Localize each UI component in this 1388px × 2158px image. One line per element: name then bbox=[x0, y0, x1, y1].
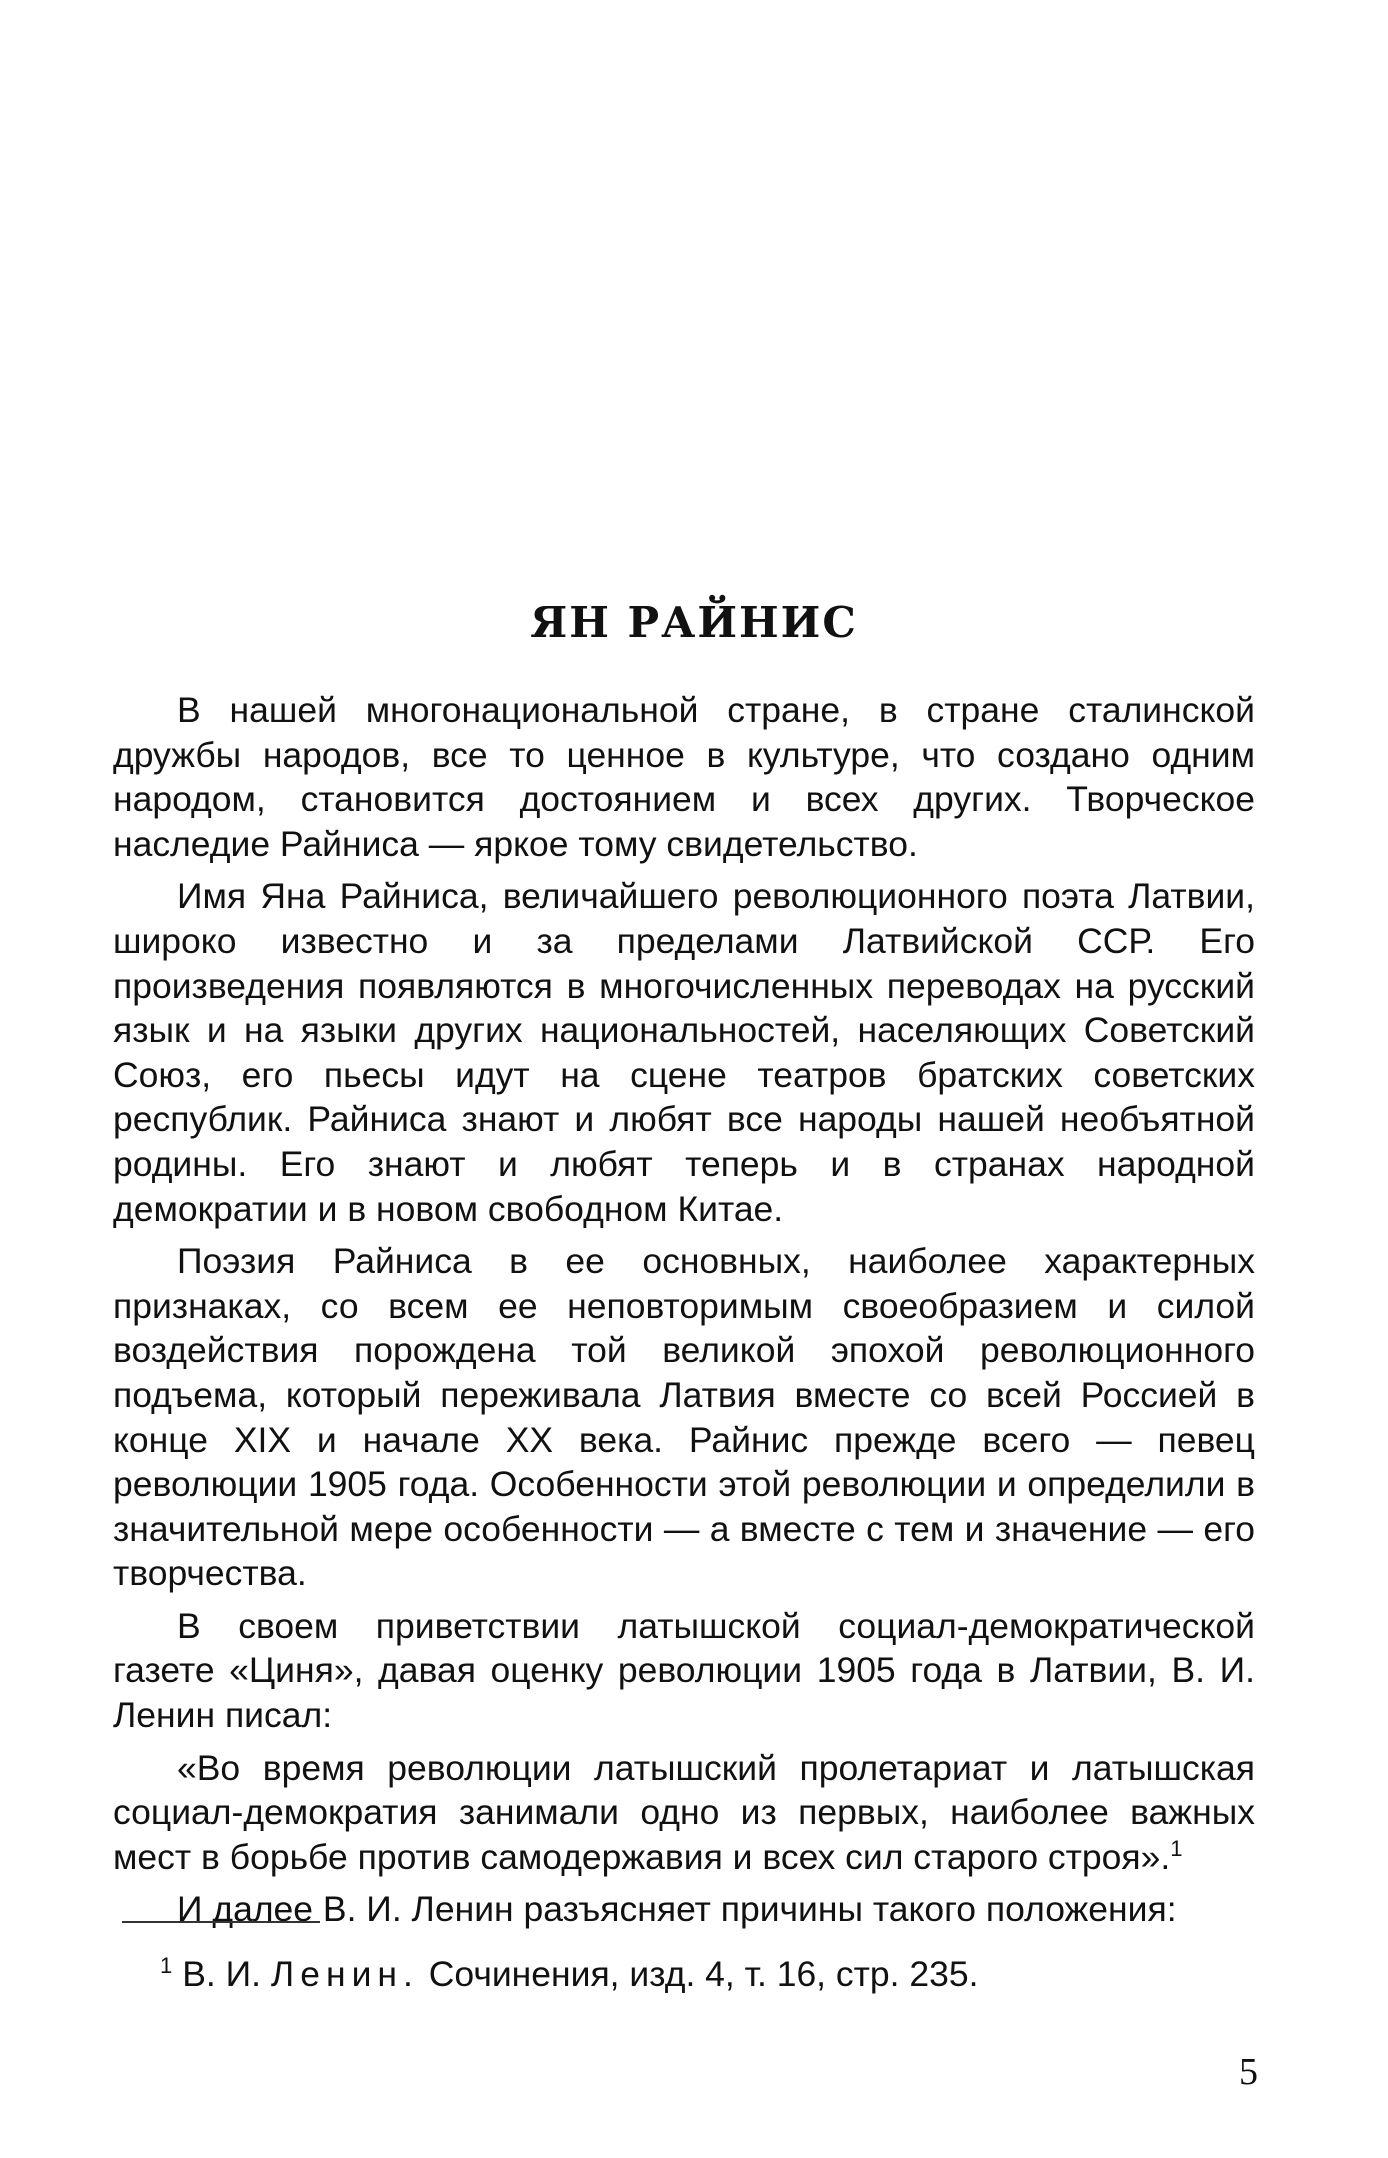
paragraph-3: Поэзия Райниса в ее основных, наиболее характерных признаках, со всем ее неповторимым своеобразием и силой воздействия порождена той великой эпохой революционного подъема, который переживала Латвия вместе со всей Россией в конце XIX и начале XX века. Райнис прежде всего — певец революции 1905 года. Особенности этой революции и определили в значительной мере особенности — а вместе с тем и значение — его творчества. bbox=[113, 1241, 1255, 1594]
footnote-prefix: В. И. bbox=[182, 1954, 262, 1994]
footnote-reference: 1 bbox=[1170, 1836, 1183, 1862]
paragraph-1: В нашей многонациональной стране, в стране сталинской дружбы народов, все то ценное в культуре, что создано одним народом, становится достоянием и всех других. Творческое наследие Райниса — яркое тому свидетельство. bbox=[113, 690, 1255, 864]
footnote-text: Сочинения, изд. 4, т. 16, стр. 235. bbox=[428, 1954, 979, 1994]
paragraph-2: Имя Яна Райниса, величайшего революционного поэта Латвии, широко известно и за пределами Латвийской ССР. Его произведения появляются в многочисленных переводах на русский язык и на языки других национальностей, населяющих Советский Союз, его пьесы идут на сцене театров братских советских республик. Райниса знают и любят все народы нашей необъятной родины. Его знают и любят теперь и в странах народной демократии и в новом свободном Китае. bbox=[113, 876, 1255, 1229]
main-text bbox=[113, 688, 1255, 1940]
paragraph-6: И далее В. И. Ленин разъясняет причины такого положения: bbox=[177, 1889, 1177, 1930]
footnote-mark: 1 bbox=[160, 1953, 173, 1979]
footnote bbox=[160, 1952, 1160, 1996]
chapter-title: ЯН РАЙНИС bbox=[530, 598, 858, 647]
footnote-divider bbox=[122, 1921, 320, 1923]
quote-text: «Во время революции латышский пролетариат и латышская социал-демократия занимали одно из первых, наиболее важных мест в борьбе против самодержавия и всех сил старого строя». bbox=[113, 1747, 1255, 1877]
paragraph-4: В своем приветствии латышской социал-демократической газете «Циня», давая оценку революции 1905 года в Латвии, В. И. Ленин писал: bbox=[113, 1605, 1255, 1736]
footnote-author: Ленин. bbox=[270, 1954, 419, 1994]
lenin-quote bbox=[113, 1746, 1255, 1880]
page-number: 5 bbox=[1239, 2051, 1258, 2093]
